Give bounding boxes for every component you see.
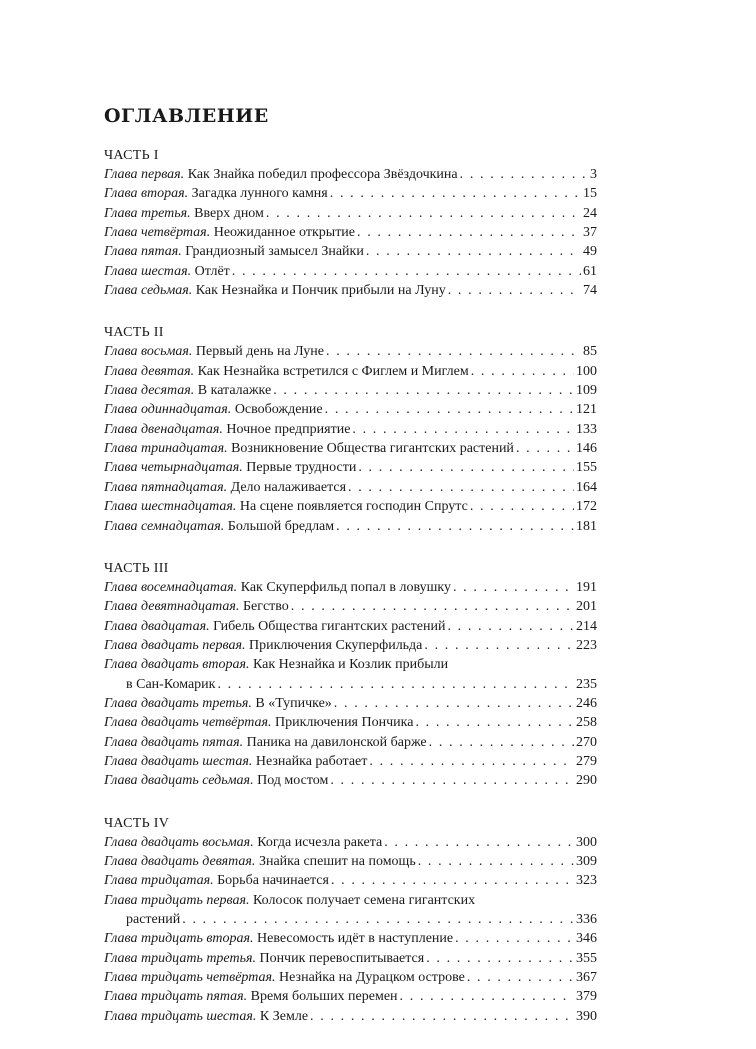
dot-leader	[448, 281, 581, 300]
toc-entry[interactable]	[104, 871, 597, 890]
dot-leader	[447, 617, 574, 636]
part-title: ЧАСТЬ I	[104, 148, 159, 163]
dot-leader	[330, 771, 574, 790]
chapter-label: Глава тридцать первая.	[104, 892, 250, 908]
chapter-label: Глава третья.	[104, 205, 191, 221]
page-number: 172	[576, 499, 597, 515]
chapter-label: Глава двадцать четвёртая.	[104, 715, 272, 731]
page-number: 109	[576, 383, 597, 399]
toc-entry[interactable]	[104, 891, 597, 930]
chapter-label: Глава двадцать восьмая.	[104, 834, 254, 850]
dot-leader	[516, 439, 574, 458]
chapter-title: Как Скуперфильд попал в ловушку	[240, 579, 451, 595]
page-number: 24	[583, 205, 597, 221]
chapter-label: Глава двадцать пятая.	[104, 734, 244, 750]
chapter-label: Глава четвёртая.	[104, 225, 211, 241]
toc-entry[interactable]	[104, 204, 597, 223]
chapter-label: Глава шестая.	[104, 263, 192, 279]
chapter-title: Как Знайка победил профессора Звёздочкина	[187, 167, 458, 182]
chapter-title: Неожиданное открытие	[213, 225, 356, 241]
page-title: ОГЛАВЛЕНИЕ	[104, 105, 269, 127]
toc-entry[interactable]	[104, 242, 597, 261]
dot-leader	[325, 400, 574, 419]
chapter-label: Глава тринадцатая.	[104, 441, 228, 457]
page-number: 100	[576, 363, 597, 379]
toc-entry[interactable]	[104, 223, 597, 242]
dot-leader	[357, 223, 581, 242]
chapter-label: Глава двадцать девятая.	[104, 853, 256, 869]
chapter-title: Незнайка работает	[255, 753, 368, 769]
chapter-label: Глава двенадцатая.	[104, 421, 223, 437]
toc-entry[interactable]	[104, 636, 597, 655]
chapter-title: Приключения Скуперфильда	[248, 637, 423, 653]
chapter-label: Глава двадцать седьмая.	[104, 773, 254, 789]
page-number: 309	[576, 853, 597, 869]
toc-entry[interactable]	[104, 497, 597, 516]
page-number: 164	[576, 479, 597, 495]
chapter-label: Глава тридцать четвёртая.	[104, 970, 276, 986]
dot-leader	[336, 517, 574, 536]
chapter-label: Глава двадцатая.	[104, 618, 210, 634]
page-number: 300	[576, 834, 597, 850]
dot-leader	[384, 833, 574, 852]
chapter-title: Приключения Пончика	[275, 715, 414, 731]
page-number: 214	[576, 618, 597, 634]
toc-entry[interactable]	[104, 987, 597, 1006]
chapter-title: В каталажке	[197, 383, 272, 399]
toc-entry[interactable]	[104, 262, 597, 281]
page-number: 133	[576, 421, 597, 437]
dot-leader	[426, 949, 574, 968]
chapter-title: Дело налаживается	[230, 479, 347, 495]
page-number: 390	[576, 1008, 597, 1024]
page-number: 49	[583, 244, 597, 260]
dot-leader	[352, 420, 574, 439]
page-number: 270	[576, 734, 597, 750]
toc-entry[interactable]	[104, 752, 597, 771]
page-number: 246	[576, 695, 597, 711]
chapter-title: Как Незнайка встретился с Фиглем и Миглем	[197, 363, 469, 379]
chapter-title: Первый день на Луне	[195, 344, 325, 360]
toc-part	[104, 323, 597, 535]
dot-leader	[369, 752, 574, 771]
dot-leader	[429, 733, 574, 752]
page-number: 336	[576, 912, 597, 927]
chapter-label: Глава тридцать пятая.	[104, 989, 248, 1005]
dot-leader	[415, 713, 574, 732]
toc-entry[interactable]	[104, 949, 597, 968]
chapter-title: Загадка лунного камня	[191, 186, 328, 202]
page-number: 223	[576, 637, 597, 653]
chapter-label: Глава двадцать вторая.	[104, 657, 250, 673]
toc-part	[104, 146, 597, 300]
chapter-title: Борьба начинается	[217, 873, 329, 889]
page-number: 37	[583, 225, 597, 241]
dot-leader	[453, 578, 574, 597]
toc-entry[interactable]	[104, 281, 597, 300]
chapter-title: Гибель Общества гигантских растений	[213, 618, 446, 634]
dot-leader	[348, 478, 574, 497]
dot-leader	[217, 675, 574, 694]
page-number: 323	[576, 873, 597, 889]
page-number: 181	[576, 518, 597, 534]
toc-part	[104, 559, 597, 791]
toc-entry[interactable]	[104, 968, 597, 987]
dot-leader	[358, 458, 574, 477]
chapter-label: Глава четырнадцатая.	[104, 460, 243, 476]
chapter-title: Под мостом	[257, 773, 329, 789]
toc-entry[interactable]	[104, 578, 597, 597]
chapter-title: Вверх дном	[194, 205, 264, 221]
dot-leader	[366, 242, 581, 261]
chapter-title: Ночное предприятие	[226, 421, 351, 437]
dot-leader	[266, 204, 581, 223]
page-number: 379	[576, 989, 597, 1005]
dot-leader	[232, 262, 581, 281]
chapter-title: На сцене появляется господин Спрутс	[239, 499, 468, 515]
chapter-title: Паника на давилонской барже	[246, 734, 427, 750]
chapter-title: Как Незнайка и Пончик прибыли на Луну	[195, 283, 446, 299]
chapter-label: Глава десятая.	[104, 383, 195, 399]
chapter-title: В «Тупичке»	[255, 695, 332, 711]
toc-entry[interactable]	[104, 458, 597, 477]
toc-entry[interactable]	[104, 1007, 597, 1026]
toc-entry[interactable]	[104, 439, 597, 458]
chapter-label: Глава восемнадцатая.	[104, 579, 238, 595]
chapter-label: Глава восьмая.	[104, 344, 193, 360]
chapter-label: Глава вторая.	[104, 186, 189, 202]
toc-entry[interactable]	[104, 165, 597, 184]
toc-entry[interactable]	[104, 342, 597, 361]
page-number: 346	[576, 931, 597, 947]
chapter-label: Глава девятая.	[104, 363, 195, 379]
chapter-label: Глава седьмая.	[104, 283, 193, 299]
chapter-label: Глава тридцать третья.	[104, 950, 256, 966]
part-title: ЧАСТЬ IV	[104, 815, 170, 831]
page-number: 191	[576, 579, 597, 595]
chapter-title-continued: в Сан-Комарик	[126, 676, 216, 692]
chapter-label: Глава тридцатая.	[104, 873, 214, 889]
chapter-label: Глава тридцать шестая.	[104, 1008, 257, 1024]
toc-entry[interactable]	[104, 617, 597, 636]
page-number: 15	[583, 186, 597, 202]
chapter-title: Первые трудности	[246, 460, 357, 476]
chapter-title: Грандиозный замысел Знайки	[185, 244, 364, 260]
dot-leader	[400, 987, 574, 1006]
chapter-title: Когда исчезла ракета	[257, 834, 383, 850]
page-number: 290	[576, 773, 597, 789]
chapter-title: Колосок получает семена гигантских	[253, 892, 476, 908]
toc-entry[interactable]	[104, 713, 597, 732]
chapter-label: Глава двадцать первая.	[104, 637, 246, 653]
chapter-title: Незнайка на Дурацком острове	[279, 970, 465, 986]
chapter-title: Знайка спешит на помощь	[258, 853, 416, 869]
table-of-contents	[104, 146, 597, 1049]
dot-leader	[424, 636, 574, 655]
chapter-label: Глава двадцать третья.	[104, 695, 252, 711]
dot-leader	[334, 694, 574, 713]
part-title: ЧАСТЬ III	[104, 560, 169, 576]
page-number: 74	[583, 283, 597, 299]
chapter-label: Глава пятая.	[104, 244, 182, 260]
page-number: 3	[590, 167, 597, 182]
dot-leader	[273, 381, 574, 400]
chapter-label: Глава двадцать шестая.	[104, 753, 253, 769]
part-title: ЧАСТЬ II	[104, 325, 164, 341]
toc-entry[interactable]	[104, 420, 597, 439]
toc-entry[interactable]	[104, 597, 597, 616]
page-number: 355	[576, 950, 597, 966]
toc-entry[interactable]	[104, 929, 597, 948]
dot-leader	[331, 871, 574, 890]
chapter-title: Большой бредлам	[227, 518, 335, 534]
chapter-title: Бегство	[242, 599, 289, 615]
chapter-title: Пончик перевоспитывается	[259, 950, 425, 966]
dot-leader	[310, 1007, 574, 1026]
toc-entry[interactable]	[104, 362, 597, 381]
toc-entry[interactable]	[104, 400, 597, 419]
page-number: 367	[576, 970, 597, 986]
dot-leader	[291, 597, 574, 616]
chapter-label: Глава девятнадцатая.	[104, 599, 240, 615]
page-number: 146	[576, 441, 597, 457]
chapter-title: Возникновение Общества гигантских растений	[231, 441, 514, 457]
page-number: 201	[576, 599, 597, 615]
page-number: 235	[576, 676, 597, 692]
dot-leader	[467, 968, 574, 987]
chapter-label: Глава одиннадцатая.	[104, 402, 232, 418]
chapter-title: К Земле	[259, 1008, 309, 1024]
toc-entry[interactable]	[104, 733, 597, 752]
chapter-title: Невесомость идёт в наступление	[257, 931, 454, 947]
chapter-label: Глава тридцать вторая.	[104, 931, 254, 947]
chapter-label: Глава шестнадцатая.	[104, 499, 237, 515]
chapter-title: Освобождение	[234, 402, 323, 418]
chapter-title: Время больших перемен	[250, 989, 398, 1005]
page-number: 61	[583, 263, 597, 279]
chapter-title-continued: растений	[126, 912, 181, 927]
toc-entry[interactable]	[104, 184, 597, 203]
page-number: 279	[576, 753, 597, 769]
chapter-title: Отлёт	[194, 263, 230, 279]
toc-entry[interactable]	[104, 478, 597, 497]
chapter-title: Как Незнайка и Козлик прибыли	[252, 657, 449, 673]
toc-part	[104, 814, 597, 1026]
toc-entry[interactable]	[104, 381, 597, 400]
page-number: 258	[576, 715, 597, 731]
toc-entry[interactable]	[104, 833, 597, 852]
dot-leader	[470, 497, 574, 516]
toc-entry[interactable]	[104, 771, 597, 790]
toc-entry[interactable]	[104, 694, 597, 713]
toc-entry[interactable]	[104, 517, 597, 536]
dot-leader	[455, 929, 574, 948]
toc-entry[interactable]	[104, 655, 597, 694]
dot-leader	[330, 184, 581, 203]
page-number: 155	[576, 460, 597, 476]
chapter-label: Глава пятнадцатая.	[104, 479, 228, 495]
chapter-label: Глава первая.	[104, 167, 185, 182]
page-number: 85	[583, 344, 597, 360]
page-number: 121	[576, 402, 597, 418]
dot-leader	[418, 852, 574, 871]
dot-leader	[460, 165, 588, 184]
chapter-label: Глава семнадцатая.	[104, 518, 225, 534]
dot-leader	[182, 910, 574, 929]
dot-leader	[326, 342, 581, 361]
toc-entry[interactable]	[104, 852, 597, 871]
dot-leader	[471, 362, 574, 381]
